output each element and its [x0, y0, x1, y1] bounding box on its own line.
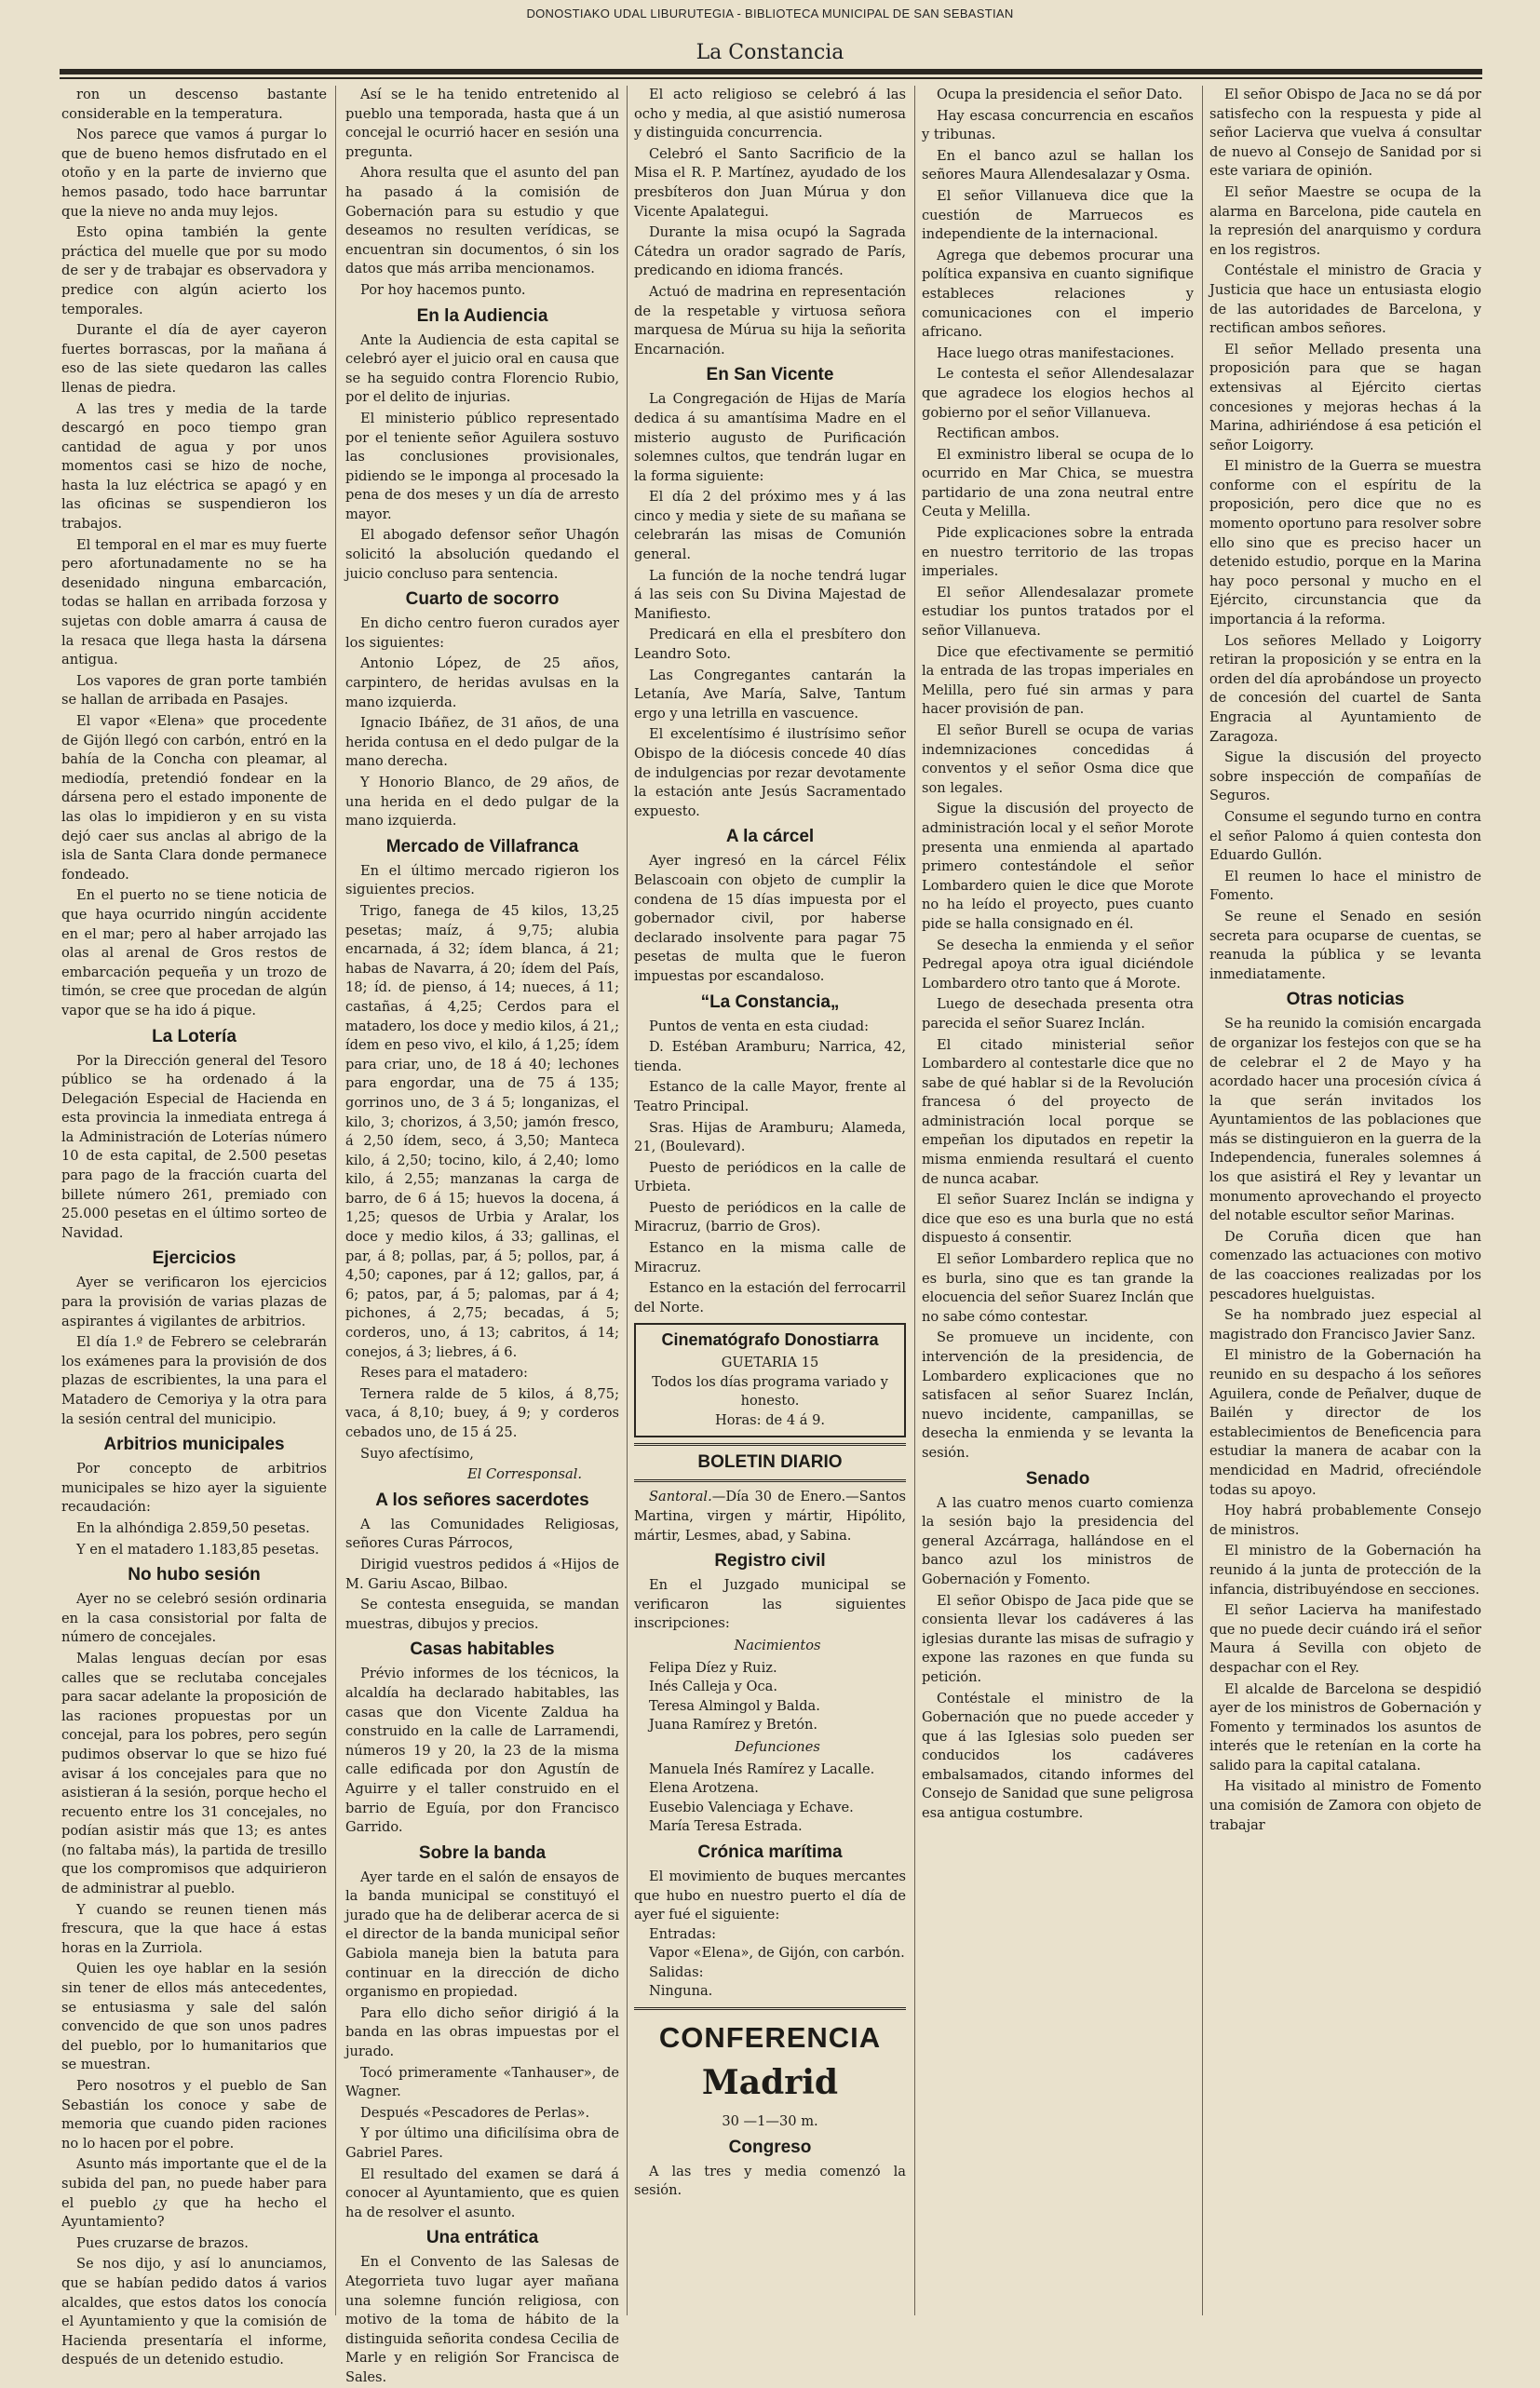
article-paragraph: Y cuando se reunen tienen más frescura, que la que hace á estas horas en la Zurriola. [61, 1901, 327, 1956]
article-paragraph: Suyo afectísimo, [360, 1445, 474, 1462]
article-paragraph: Agrega que debemos procurar una política expansiva en cuanto signifique estableces relaciones y comunicaciones con el imperio africano. [922, 247, 1194, 341]
section-heading: A los señores sacerdotes [375, 1490, 589, 1510]
article-paragraph: La Congregación de Hijas de María dedica á su amantísima Madre en el misterio augusto de Purificación solemnes cultos, que tendrán lugar en la forma siguiente: [634, 391, 906, 484]
article-paragraph: Y en el matadero 1.183,85 pesetas. [76, 1541, 319, 1558]
article-body [345, 862, 619, 1464]
article-paragraph: Actuó de madrina en representación de la respetable y virtuosa señora marquesa de Múrua su hija la señorita Encarnación. [634, 283, 906, 358]
article-paragraph: Y por último una dificilísima obra de Gabriel Pares. [345, 2125, 619, 2161]
article-body [634, 1018, 906, 1318]
article-paragraph: El ministro de la Gobernación ha reunido en su despacho á los señores Aguilera, conde de Peñalver, duque de Bailén y director de los establecimientos de Beneficencia para estudiar la manera de acabar con la mendicidad en Madrid, ofreciéndole todas su apoyo. [1209, 1347, 1481, 1498]
cinema-address: GUETARIA 15 [721, 1355, 819, 1371]
article-paragraph: Se promueve un incidente, con intervención de la presidencia, de Lombardero explicaciones que no satisfacen al señor Suarez Inclán, nuevo incidente, campanillas, se desecha la enmienda y se levanta la sesión. [922, 1329, 1194, 1461]
article-paragraph: Se nos dijo, y así lo anunciamos, que se habían pedido datos á varios alcaldes, que estos datos los conocía el Ayuntamiento y que la comisión de Hacienda presentaría el informe, después de un detenido estudio. [61, 2256, 327, 2368]
article-paragraph: Puntos de venta en esta ciudad: [649, 1018, 870, 1034]
article-paragraph: Hoy habrá probablemente Consejo de ministros. [1209, 1503, 1481, 1538]
cinema-program: Todos los días programa variado y honesto. [652, 1373, 888, 1410]
name-list [634, 1761, 906, 1837]
article-paragraph: Para ello dicho señor dirigió á la banda en las obras impuestas por el jurado. [345, 2004, 619, 2060]
article-paragraph: Eusebio Valenciaga y Echave. [649, 1799, 854, 1815]
article-body [345, 331, 619, 585]
article-paragraph: Juana Ramírez y Bretón. [649, 1717, 818, 1734]
article-body [61, 1274, 327, 1429]
article-body [1209, 86, 1481, 984]
section-rule [634, 1479, 906, 1482]
article-paragraph: Y Honorio Blanco, de 29 años, de una herida en el dedo pulgar de la mano izquierda. [345, 775, 619, 830]
article-paragraph: En el Convento de las Salesas de Ategorrieta tuvo lugar ayer mañana una solemne función religiosa, con motivo de la toma de hábito de la distinguida señorita condesa Cecilia de Marle y en religión Sor Francisca de Sales. [345, 2254, 619, 2385]
section-heading: BOLETIN DIARIO [697, 1452, 843, 1473]
article-paragraph: Ocupa la presidencia el señor Dato. [937, 87, 1183, 102]
article-paragraph: En el último mercado rigieron los siguientes precios. [345, 862, 619, 898]
article-paragraph: Sigue la discusión del proyecto sobre inspección de compañías de Seguros. [1209, 749, 1481, 804]
section-heading: Mercado de Villafranca [385, 836, 579, 857]
article-paragraph: Ninguna. [649, 1983, 713, 2000]
article-paragraph: Se contesta enseguida, se mandan muestras, dibujos y precios. [345, 1597, 619, 1632]
article-paragraph: Se reune el Senado en sesión secreta para ocuparse de cuentas, se reanuda la pública y se levanta inmediatamente. [1209, 908, 1481, 982]
article-body [634, 1868, 906, 2002]
article-paragraph: El reumen lo hace el ministro de Fomento. [1209, 868, 1481, 904]
article-paragraph: El citado ministerial señor Lombardero al contestarle dice que no sabe de qué hablar si de la Revolución francesa ó del proyecto de administración local porque se empeñan los diputados en repetir la misma enmienda resultará el cuento de nunca acabar. [922, 1036, 1194, 1187]
article-paragraph: Celebró el Santo Sacrificio de la Misa el R. P. Martínez, ayudado de los presbíteros don Juan Múrua y don Vicente Apalategui. [634, 145, 906, 220]
article-body [345, 614, 619, 831]
article-paragraph: El ministro de la Guerra se muestra conforme con el espíritu de la proposición, pero dice que no es momento oportuno para resolver sobre ello sino que es preciso hacer un detenido estudio, porque en la Marina hay poco personal y mucho en el Ejército, circunstancia que da importancia á la reforma. [1209, 458, 1481, 628]
section-heading: “La Constancia„ [700, 992, 840, 1012]
article-paragraph: El resultado del examen se dará á conocer al Ayuntamiento, que es quien ha de resolver el asunto. [345, 2165, 619, 2220]
article-paragraph: Dice que efectivamente se permitió la entrada de las tropas imperiales en Melilla, pero fué sin armas y para hacer provisión de pan. [922, 643, 1194, 718]
article-body [345, 2253, 619, 2387]
article-paragraph: ron un descenso bastante considerable en la temperatura. [61, 87, 327, 122]
article-paragraph: Felipa Díez y Ruiz. [649, 1659, 777, 1676]
section-heading: Ejercicios [152, 1248, 236, 1269]
article-paragraph: Teresa Almingol y Balda. [649, 1697, 820, 1714]
article-paragraph: De Coruña dicen que han comenzado las actuaciones con motivo de las coacciones realizadas por los pescadores huelguistas. [1209, 1228, 1481, 1302]
article-paragraph: Ayer no se celebró sesión ordinaria en la casa consistorial por falta de número de concejales. [61, 1591, 327, 1646]
article-paragraph: Las Congregantes cantarán la Letanía, Ave María, Salve, Tantum ergo y una letrilla en vascuence. [634, 667, 906, 722]
article-paragraph: El señor Mellado presenta una proposición para que se hagan extensivas al Ejército ciertas concesiones y mejoras hechas á la Marina, adhiriéndose á esa petición el señor Loigorry. [1209, 341, 1481, 453]
column-divider [335, 86, 336, 2315]
article-paragraph: Puesto de periódicos en la calle de Urbieta. [634, 1159, 906, 1195]
article-paragraph: Entradas: [649, 1925, 717, 1942]
article-paragraph: El señor Burell se ocupa de varias indemnizaciones concedidas á conventos y el señor Osma dice que son legales. [922, 722, 1194, 796]
article-paragraph: Los señores Mellado y Loigorry retiran la proposición y se entra en la orden del día aprobándose un proyecto de concesión del cuartel de Santa Engracia al Ayuntamiento de Zaragoza. [1209, 632, 1481, 745]
column-divider [914, 86, 915, 2315]
article-paragraph: A las tres y media comenzó la sesión. [634, 2163, 906, 2199]
article-paragraph: Pues cruzarse de brazos. [76, 2234, 249, 2251]
article-paragraph: Estanco en la misma calle de Miracruz. [634, 1240, 906, 1275]
article-body [634, 390, 906, 821]
article-paragraph: Vapor «Elena», de Gijón, con carbón. [649, 1945, 905, 1962]
article-paragraph: Nos parece que vamos á purgar lo que de bueno hemos disfrutado en el otoño y en la parte de invierno que hemos pasado, todo hace barruntar que la nieve no anda muy lejos. [61, 127, 327, 220]
section-heading: Registro civil [714, 1551, 826, 1572]
article-body [61, 1052, 327, 1244]
article-paragraph: Prévio informes de los técnicos, la alcaldía ha declarado habitables, las casas que don Vicente Zaldua ha construido en la calle de Larramendi, números 19 y 20, la 23 de la misma calle edificada por don Agustín de Aguirre y el taller construido en el barrio de Eguía, por don Francisco Garrido. [345, 1666, 619, 1836]
name-list [634, 1659, 906, 1735]
section-heading: En la Audiencia [416, 305, 548, 326]
article-paragraph: Ha visitado al ministro de Fomento una comisión de Zamora con objeto de trabajar [1209, 1778, 1481, 1833]
santoral-label: Santoral. [649, 1489, 712, 1505]
article-paragraph: Le contesta el señor Allendesalazar que agradece los elogios hechos al gobierno por el señor Villanueva. [922, 366, 1194, 421]
article-paragraph: Malas lenguas decían por esas calles que se reclutaba concejales para sacar adelante la proposición de las raciones propuestas por un concejal, para los pobres, pero según pudimos observar lo que se hizo fué avisar á los concejales para que no asistieran á la sesión, porque hecho el recuento entre los 31 concejales, no podían asistir más que 13; es antes (no faltaba más), la partida de tresillo que los compromisos que adquirieron de administrar al pueblo. [61, 1650, 327, 1897]
article-paragraph: Ayer tarde en el salón de ensayos de la banda municipal se constituyó el jurado que ha de deliberar acerca de si el director de la banda municipal señor Gabiola maneja bien la batuta para continuar en la dirección de dicho organismo en propiedad. [345, 1869, 619, 2001]
section-heading: Cuarto de socorro [405, 589, 560, 610]
article-paragraph: Contéstale el ministro de Gracia y Justicia que hace un entusiasta elogio de las autoridades de Barcelona, y rectifican ambos señores. [1209, 263, 1481, 337]
section-heading: No hubo sesión [128, 1565, 261, 1585]
article-paragraph: Ayer se verificaron los ejercicios para la provisión de varias plazas de aspirantes á vigilantes de arbitrios. [61, 1275, 327, 1329]
section-heading: Arbitrios municipales [103, 1435, 285, 1455]
section-heading: Congreso [728, 2137, 812, 2157]
article-body [922, 1494, 1194, 1824]
article-paragraph: En dicho centro fueron curados ayer los siguientes: [345, 615, 619, 651]
article-body [634, 2163, 906, 2201]
article-paragraph: El señor Obispo de Jaca no se dá por satisfecho con la respuesta y pide al señor Lacierva que vuelva á consultar de nuevo al Consejo de Sanidad por si este variara de opinión. [1209, 87, 1481, 180]
article-paragraph: Estanco de la calle Mayor, frente al Teatro Principal. [634, 1079, 906, 1114]
column-divider [1202, 86, 1203, 2315]
article-paragraph: Ignacio Ibáñez, de 31 años, de una herida contusa en el dedo pulgar de la mano derecha. [345, 715, 619, 770]
correspondent-signature: El Corresponsal. [466, 1466, 582, 1483]
article-paragraph: El ministerio público representado por el teniente señor Aguilera sostuvo las conclusiones provisionales, pidiendo se le imponga al procesado la pena de dos meses y un día de arresto mayor. [345, 410, 619, 522]
article-body [61, 1460, 327, 1559]
column-5 [1209, 86, 1481, 2315]
article-paragraph: Reses para el matadero: [360, 1365, 528, 1382]
article-paragraph: Se ha nombrado juez especial al magistrado don Francisco Javier Sanz. [1209, 1307, 1481, 1342]
cinema-advert [634, 1323, 906, 1437]
article-paragraph: Rectifican ambos. [937, 425, 1060, 442]
article-body [61, 1590, 327, 2370]
article-paragraph: D. Estéban Aramburu; Narrica, 42, tienda. [634, 1039, 906, 1074]
article-paragraph: Elena Arotzena. [649, 1780, 759, 1797]
article-paragraph: Se ha reunido la comisión encargada de organizar los festejos con que se ha de celebrar el 2 de Mayo y ha acordado hacer una procesión cívica á la que serán invitados los Ayuntamientos de las poblaciones que más se distinguieron en la guerra de la Independencia, funerales solemnes á los que asistirá el Rey y levantar un monumento aprovechando el proyecto del notable escultor señor Marinas. [1209, 1016, 1481, 1224]
section-heading: Casas habitables [410, 1639, 555, 1660]
article-paragraph: En el banco azul se hallan los señores Maura Allendesalazar y Osma. [922, 147, 1194, 183]
article-paragraph: El señor Obispo de Jaca pide que se consienta llevar los cadáveres á las iglesias durante las misas de sufragio y expone las razones en que funda su petición. [922, 1592, 1194, 1685]
newspaper-title: La Constancia [696, 41, 844, 64]
article-paragraph: El día 1.º de Febrero se celebrarán los exámenes para la provisión de dos plazas de escribientes, la una para el Matadero de Cemoriya y la otra para la sesión central del municipio. [61, 1334, 327, 1427]
article-paragraph: Se desecha la enmienda y el señor Pedregal apoya otra igual diciéndole Lombardero otro tanto que á Morote. [922, 937, 1194, 992]
article-paragraph: Consume el segundo turno en contra el señor Palomo á quien contesta don Eduardo Gullón. [1209, 808, 1481, 864]
article-paragraph: El movimiento de buques mercantes que hubo en nuestro puerto el día de ayer fué el siguiente: [634, 1868, 906, 1923]
article-paragraph: Asunto más importante que el de la subida del pan, no puede haber para el pueblo ¿y que ha hecho el Ayuntamiento? [61, 2156, 327, 2231]
article-paragraph: El señor Maestre se ocupa de la alarma en Barcelona, pide cautela en la represión del anarquismo y cordura en los registros. [1209, 183, 1481, 258]
article-paragraph: El acto religioso se celebró á las ocho y media, al que asistió numerosa y distinguida concurrencia. [634, 87, 906, 142]
article-paragraph: El excelentísimo é ilustrísimo señor Obispo de la diócesis concede 40 días de indulgencias por rezar devotamente la estación ante Jesús Sacramentado expuesto. [634, 726, 906, 819]
article-body [345, 1516, 619, 1635]
column-3 [634, 86, 906, 2315]
article-paragraph: Pide explicaciones sobre la entrada en nuestro territorio de las tropas imperiales. [922, 525, 1194, 580]
article-body [345, 1665, 619, 1837]
article-paragraph: Esto opina también la gente práctica del muelle que por su modo de ser y de trabajar es observadora y predice con algún acierto los temporales. [61, 224, 327, 317]
section-heading: Crónica marítima [697, 1842, 843, 1862]
article-body [345, 1869, 619, 2223]
subheading: Defunciones [735, 1738, 820, 1755]
section-rule [634, 1443, 906, 1446]
article-body [634, 86, 906, 359]
santoral-text: —Día 30 de Enero.—Santos Martina, virgen y mártir, Hipólito, mártir, Lesmes, abad, y Sabina. [634, 1489, 906, 1544]
article-body [1209, 1015, 1481, 1835]
section-heading: Sobre la banda [418, 1842, 547, 1863]
article-paragraph: El señor Lombardero replica que no es burla, sino que es tan grande la elocuencia del señor Suarez Inclán que no sabe cómo contestar. [922, 1251, 1194, 1325]
article-paragraph: Salidas: [649, 1963, 704, 1980]
article-paragraph: Por hoy hacemos punto. [360, 281, 526, 298]
article-paragraph: El temporal en el mar es muy fuerte pero afortunadamente no se ha desenidado ninguna embarcación, todas se hallan en arribada forzosa y sujetas con doble amarra á causa de la resaca que llega hasta la dársena antigua. [61, 536, 327, 668]
article-paragraph: En el Juzgado municipal se verificaron las siguientes inscripciones: [634, 1577, 906, 1632]
column-1 [61, 86, 327, 2368]
article-paragraph: Ante la Audiencia de esta capital se celebró ayer el juicio oral en causa que se ha seguido contra Florencio Rubio, por el delito de injurias. [345, 331, 619, 406]
article-paragraph: El señor Allendesalazar promete estudiar los puntos tratados por el señor Villanueva. [922, 584, 1194, 640]
section-heading: Una entrática [426, 2228, 539, 2248]
article-paragraph: Trigo, fanega de 45 kilos, 13,25 pesetas; maíz, á 9,75; alubia encarnada, á 32; ídem blanca, á 21; habas de Navarra, á 20; ídem del País, 18; íd. de pienso, á 14; nueces, á 11; castañas, á 4,25; Cerdos para el matadero, los doce y medio kilos, á 21,; ídem en peso vivo, el kilo, á 1,25; ídem para criar, uno, de 18 á 40; lechones para engordar, una de 75 á 135; gorrinos uno, de 3 á 5; longanizas, el kilo, 3; chorizos, á 3,50; jamón fresco, á 2,50 ídem, seco, á 3,50; Manteca kilo, á 2,50; tocino, kilo, á 2,40; lomo kilo, á 2,55; manzanas la carga de barro, de 6 á 15; huevos la docena, á 1,25; quesos de Urbia y Aralar, los doce y medio kilos, á 33; gallinas, el par, á 8; pollas, par, á 5; pollos, par, á 4,50; capones, par á 12; gallos, par, á 6; patos, par, á 5; palomas, par á 4; pichones, á 2,75; becadas, á 5; corderos, uno, á 13; cabritos, á 14; conejos, á 3; liebres, á 6. [345, 902, 619, 1360]
column-2 [345, 86, 619, 2385]
article-paragraph: Dirigid vuestros pedidos á «Hijos de M. Gariu Ascao, Bilbao. [345, 1556, 619, 1592]
article-paragraph: Ternera ralde de 5 kilos, á 8,75; vaca, á 8,10; buey, á 9; y corderos cebados uno, de 15 á 25. [345, 1385, 619, 1440]
article-paragraph: El señor Suarez Inclán se indigna y dice que eso es una burla que no está dispuesto á consentir. [922, 1192, 1194, 1247]
article-body [634, 852, 906, 986]
article-paragraph: María Teresa Estrada. [649, 1818, 803, 1835]
article-paragraph: El alcalde de Barcelona se despidió ayer de los ministros de Gobernación y Fomento y terminados los asuntos de interés que le retenían en la corte ha salido para la capital catalana. [1209, 1680, 1481, 1774]
column-4 [922, 86, 1194, 2315]
article-paragraph: El ministro de la Gobernación ha reunido á la junta de protección de la infancia, distribuyéndose en secciones. [1209, 1543, 1481, 1598]
dispatch-time: 30 —1—30 m. [722, 2113, 818, 2130]
section-heading: La Lotería [152, 1026, 236, 1046]
section-heading: Otras noticias [1286, 990, 1405, 1010]
article-body [61, 86, 327, 1021]
article-paragraph: Contéstale el ministro de la Gobernación que no puede acceder y que á las Iglesias solo pueden ser conducidos los cadáveres embalsamados, citando informes del Consejo de Sanidad que sune peligrosa esa antigua costumbre. [922, 1690, 1194, 1822]
article-paragraph: A las Comunidades Religiosas, señores Curas Párrocos, [345, 1516, 619, 1552]
section-heading: En San Vicente [706, 365, 834, 385]
article-paragraph: En el puerto no se tiene noticia de que haya ocurrido ningún accidente en el mar; pero al haber arrojado las olas al arenal de Gros restos de embarcación pequeña y un trozo de timón, se cree que procedan de algún vapor que se ha ido á pique. [61, 887, 327, 1019]
madrid-title: Madrid [701, 2063, 839, 2103]
article-paragraph: Hay escasa concurrencia en escaños y tribunas. [922, 107, 1194, 143]
article-paragraph: Quien les oye hablar en la sesión sin tener de ellos más antecedentes, se entusiasma y sale del salón convencido de que son unos padres del pueblo, por lo humanitarios que se muestran. [61, 1961, 327, 2073]
article-paragraph: El vapor «Elena» que procedente de Gijón llegó con carbón, entró en la bahía de la Concha con pleamar, al mediodía, pretendió fondear en la dársena pero el estado imponente de las olas lo impidieron y en su vista dejó caer sus anclas al abrigo de la isla de Santa Clara donde permanece fondeado. [61, 713, 327, 883]
cinema-title: Cinematógrafo Donostiarra [661, 1330, 879, 1350]
article-paragraph: Así se le ha tenido entretenido al pueblo una temporada, hasta que á un concejal le ocurrió hacer en sesión una pregunta. [345, 87, 619, 160]
section-heading: Senado [1025, 1468, 1090, 1489]
article-paragraph: Por la Dirección general del Tesoro público se ha ordenado á la Delegación Especial de Hacienda en esta provincia la inmediata entrega á la Administración de Loterías número 10 de esta capital, de 2.500 pesetas para pago de la fracción cuarta del billete número 261, premiado con 25.000 pesetas en el último sorteo de Navidad. [61, 1052, 327, 1241]
article-paragraph: Durante la misa ocupó la Sagrada Cátedra un orador sagrado de París, predicando en idioma francés. [634, 224, 906, 279]
article-paragraph: Sigue la discusión del proyecto de administración local y el señor Morote presenta una enmienda al apartado primero contestándole el señor Lombardero quien le dice que Morote no ha leído el proyecto, pues cuanto pide se halla consignado en él. [922, 801, 1194, 932]
article-paragraph: Por concepto de arbitrios municipales se hizo ayer la siguiente recaudación: [61, 1461, 327, 1516]
article-paragraph: El señor Lacierva ha manifestado que no puede decir cuándo irá el señor Maura á Sevilla con objeto de despachar con el Rey. [1209, 1602, 1481, 1676]
article-paragraph: Los vapores de gran porte también se hallan de arribada en Pasajes. [61, 672, 327, 708]
article-paragraph: Manuela Inés Ramírez y Lacalle. [649, 1761, 875, 1777]
article-paragraph: Durante el día de ayer cayeron fuertes borrascas, por la mañana á eso de las siete quedaron las calles llenas de piedra. [61, 322, 327, 396]
conference-title: CONFERENCIA [658, 2021, 882, 2055]
article-paragraph: El señor Villanueva dice que la cuestión de Marruecos es independiente de la internacional. [922, 187, 1194, 243]
article-paragraph: A las cuatro menos cuarto comienza la sesión bajo la presidencia del general Azcárraga, hallándose en el banco azul los ministros de Gobernación y Fomento. [922, 1494, 1194, 1587]
masthead-rule [60, 69, 1482, 74]
section-heading: A la cárcel [725, 827, 815, 847]
article-paragraph: Sras. Hijas de Aramburu; Alameda, 21, (Boulevard). [634, 1119, 906, 1155]
cinema-hours: Horas: de 4 á 9. [714, 1411, 826, 1428]
article-paragraph: El exministro liberal se ocupa de lo ocurrido en Mar Chica, se muestra partidario de una zona neutral entre Ceuta y Melilla. [922, 446, 1194, 520]
subheading: Nacimientos [734, 1637, 821, 1653]
article-paragraph: Antonio López, de 25 años, carpintero, de heridas avulsas en la mano izquierda. [345, 655, 619, 710]
article-paragraph: Predicará en ella el presbítero don Leandro Soto. [634, 627, 906, 663]
library-banner: DONOSTIAKO UDAL LIBURUTEGIA - BIBLIOTECA MUNICIPAL DE SAN SEBASTIAN [526, 7, 1014, 20]
article-paragraph: Estanco en la estación del ferrocarril del Norte. [634, 1280, 906, 1315]
article-paragraph: Inés Calleja y Oca. [649, 1679, 777, 1695]
article-paragraph: El día 2 del próximo mes y á las cinco y media y siete de su mañana se celebrarán las misas de Comunión general. [634, 489, 906, 563]
article-body [345, 86, 619, 301]
article-paragraph: Tocó primeramente «Tanhauser», de Wagner. [345, 2064, 619, 2100]
article-paragraph: El abogado defensor señor Uhagón solicitó la absolución quedando el juicio concluso para sentencia. [345, 527, 619, 582]
article-paragraph: Puesto de periódicos en la calle de Miracruz, (barrio de Gros). [634, 1199, 906, 1235]
article-paragraph: A las tres y media de la tarde descargó en poco tiempo gran cantidad de agua y por unos momentos casi se hizo de noche, hasta la luz eléctrica se apagó y en las oficinas se suspendieron los trabajos. [61, 400, 327, 533]
masthead-rule-thin [60, 77, 1482, 79]
santoral-entry [634, 1488, 906, 1545]
article-paragraph: La función de la noche tendrá lugar á las seis con Su Divina Majestad de Manifiesto. [634, 567, 906, 622]
article-paragraph: Ahora resulta que el asunto del pan ha pasado á la comisión de Gobernación para su estudio y que deseamos no resulten verídicas, se encuentran sin documentos, ó sin los datos que más arriba mencionamos. [345, 165, 619, 277]
article-paragraph: Hace luego otras manifestaciones. [937, 344, 1175, 361]
article-paragraph: Pero nosotros y el pueblo de San Sebastián los conoce y sabe de memoria que cuando piden raciones no lo hacen por el pobre. [61, 2078, 327, 2152]
article-paragraph: Después «Pescadores de Perlas». [360, 2104, 590, 2121]
article-paragraph: Luego de desechada presenta otra parecida el señor Suarez Inclán. [922, 996, 1194, 1032]
article-body [922, 86, 1194, 1464]
article-paragraph: En la alhóndiga 2.859,50 pesetas. [76, 1519, 310, 1536]
article-paragraph: Ayer ingresó en la cárcel Félix Belascoain con objeto de cumplir la condena de 15 días impuesta por el gobernador civil, por haberse declarado insolvente para pagar 75 pesetas de multa que le fueron impuestas por escandaloso. [634, 853, 906, 984]
section-rule [634, 2007, 906, 2010]
column-divider [627, 86, 628, 2315]
